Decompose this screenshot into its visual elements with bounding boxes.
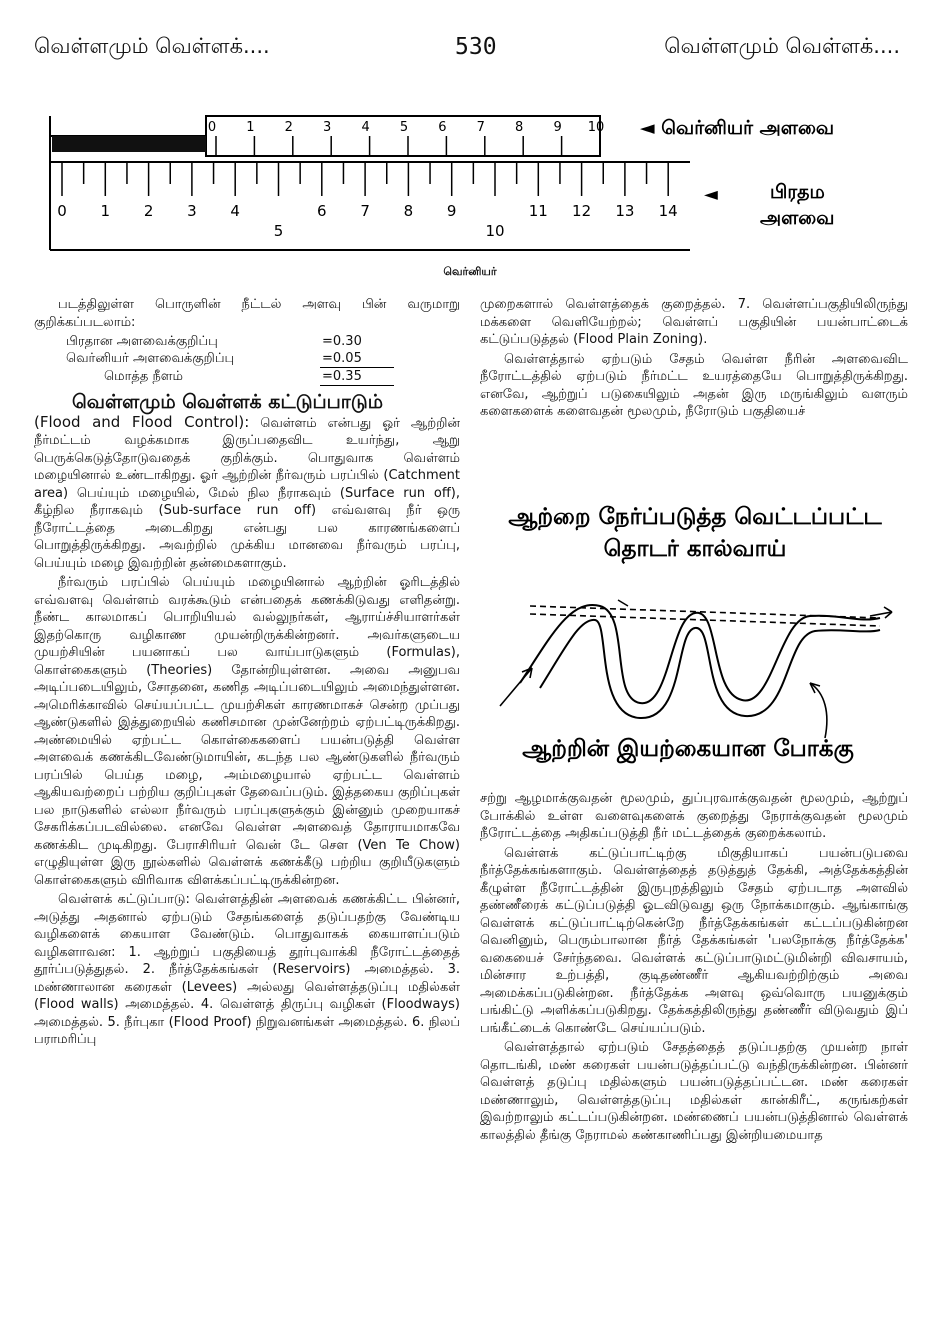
figure-caption-vernier: வெர்னியர்	[443, 265, 497, 278]
vernier-tick-label: 4	[361, 120, 370, 135]
measurement-row	[64, 350, 394, 368]
section-title: வெள்ளமும் வெள்ளக் கட்டுப்பாடும்	[72, 391, 383, 413]
main-scale-label-line1: பிரதம	[770, 181, 825, 203]
main-scale-tick-label: 11	[528, 202, 548, 220]
paragraph: வெள்ளக் கட்டுப்பாட்டிற்கு மிகுதியாகப் பயன்படுபவை நீர்த்தேக்கங்களாகும். வெள்ளத்தைத் தடுத்துத் தேக்கி, அத்தேக்கத்தின் கீழுள்ள நீரோட்டத்தின் இருபுறத்திலும் சேதம் ஏற்படாத அளவில் தண்ணீரைக் கட்டுப்படுத்தி ஓடவிடுவது ஒரு நோக்கமாகும். ஆங்காங்கு வெள்ளக் கட்டுப்பாட்டிற்கென்றே நீர்த்தேக்கங்கள் கட்டப்படுகின்றன வெனினும், பெரும்பாலான நீர்த் தேக்கங்கள் 'பலநோக்கு நீர்த்தேக்க' வகையைச் சேர்ந்தவை. வெள்ளக் கட்டுப்பாடுமட்டுமின்றி விவசாயம், மின்சார உற்பத்தி, குடிதண்ணீர் ஆகியவற்றிற்கும் அவை அமைக்கப்படுகின்றன. நீர்த்தேக்க அளவு ஒவ்வொரு பயனுக்கும் பங்கிட்டு அளிக்கப்படுகிறது. தேக்கத்திலிருந்து தண்ணீர் விடுவதும் இப் பங்கீட்டைக் கொண்டே செய்யப்படும்.	[480, 845, 908, 1036]
figure-label-cut-channel-2: தொடர் கால்வாய்	[603, 536, 787, 562]
vernier-tick-label: 3	[323, 120, 332, 135]
measurement-label: வெர்னியர் அளவைக்குறிப்பு	[66, 351, 235, 367]
main-scale-tick-label: 10	[485, 222, 505, 240]
running-head-left: வெள்ளமும் வெள்ளக்....	[34, 34, 270, 58]
vernier-tick-label: 9	[553, 120, 562, 135]
measurement-value: =0.05	[322, 351, 362, 366]
main-scale-tick-label: 12	[572, 202, 592, 220]
river-straightening-figure	[480, 488, 910, 783]
measurement-label: பிரதான அளவைக்குறிப்பு	[66, 334, 218, 349]
vernier-tick-label: 6	[438, 120, 447, 135]
paragraph: (Flood and Flood Control): வெள்ளம் என்பது ஓர் ஆற்றின் நீர்மட்டம் வழக்கமாக இருப்பதைவிட உயர்ந்து, ஆறு பெருக்கெடுத்தோடுவதைக் குறிக்கும். பொதுவாக வெள்ளம் மழையினால் உண்டாகிறது. ஓர் ஆற்றின் நீர்வரும் பரப்பில் (Catchment area) பெய்யும் மழையில், மேல் நில நீராகவும் (Surface run off), கீழ்நில நீராகவும் (Sub-surface run off) எவ்வளவு நீர் ஒரு நீரோட்டத்தை அடைகிறது என்பது பல காரணங்களைப் பொறுத்திருக்கிறது. அவற்றில் முக்கிய மானவை நீர்வரும் பரப்பு, பெய்யும் மழை இவற்றின் தன்மைகளாகும்.	[34, 412, 460, 571]
main-scale-tick-label: 13	[615, 202, 635, 220]
vernier-tick-label: 7	[476, 120, 485, 135]
main-scale-tick-label: 0	[57, 202, 67, 220]
svg-text:◄: ◄	[704, 184, 718, 205]
paragraph: சற்று ஆழமாக்குவதன் மூலமும், துப்புரவாக்குவதன் மூலமும், ஆற்றுப் போக்கில் உள்ள வளைவுகளைக் குறைத்து நேராக்குவதன் மூலமும் நீரோட்டத்தை அதிகப்படுத்தி நீர் மட்டத்தைக் குறைக்கலாம்.	[480, 791, 908, 841]
main-scale-tick-label: 2	[143, 202, 154, 220]
paragraph: வெள்ளத்தால் ஏற்படும் சேதத்தைத் தடுப்பதற்கு முயன்ற நாள் தொடங்கி, மண் கரைகள் பயன்படுத்தப்பட்டு வந்திருக்கின்றன. பின்னர் வெள்ளத் தடுப்பு மதில்களும் பயன்படுத்தப்பட்டன. மண் கரைகள் மண்ணாலும், வெள்ளத்தடுப்பு மதில்கள் கான்கிரீட், கருங்கற்கள் இவற்றாலும் கட்டப்படுகின்றன. மண்ணைப் பயன்படுத்தினால் வெள்ளக் காலத்தில் தீங்கு நேராமல் கண்காணிப்பது இன்றியமையாத	[480, 1040, 908, 1143]
paragraph: நீர்வரும் பரப்பில் பெய்யும் மழையினால் ஆற்றின் ஓரிடத்தில் எவ்வளவு வெள்ளம் வரக்கூடும் என்பதைக் கணக்கிடுவது எளிதன்று. நீண்ட காலமாகப் பொறியியல் வல்லுநர்கள், ஆராய்ச்சியாளர்கள் இதற்கொரு வழிகாண முயன்றிருக்கின்றனர். அவர்களுடைய முயற்சியின் பயனாகப் பல வாய்பாடுகளும் (Formulas), கொள்கைகளும் (Theories) தோன்றியுள்ளன. அவை அனுபவ அடிப்படையிலும், சோதனை, கணித அடிப்படையிலும் அமைந்துள்ளன. அமெரிக்காவில் செய்யப்பட்ட முயற்சிகள் காரணமாகச் சென்ற முப்பது ஆண்டுகளில் இத்துறையில் கணிசமான முன்னேற்றம் ஏற்பட்டிருக்கிறது. அண்மையில் ஏற்பட்ட கொள்கைகளைப் பயன்படுத்தி வெள்ள அளவைக் கணக்கிடவேண்டுமாயின், கடந்த பல ஆண்டுகளில் நீர்வரும் பரப்பில் பெய்த மழை, அம்மழையால் ஏற்பட்ட வெள்ளம் ஆகியவற்றைப் பற்றிய குறிப்புகள் தேவைப்படும். இத்தகைய குறிப்புகள் பல நாடுகளில் எல்லா நீர்வரும் பரப்புகளுக்கும் இன்னும் முறையாகச் சேகரிக்கப்படவில்லை. எனவே வெள்ள அளவைத் தோராயமாகவே கணக்கிட முடிகிறது. பேராசிரியர் வென் டே சௌ (Ven Te Chow) எழுதியுள்ள இரு நூல்களில் வெள்ளக் கணக்கீடு பற்றிய குறியீடுகளும் கொள்கைகளும் விரிவாக விளக்கப்பட்டிருக்கின்றன.	[34, 575, 460, 888]
vernier-tick-label: 5	[399, 120, 409, 135]
vernier-tick-label: 8	[515, 120, 524, 135]
main-scale-tick-label: 9	[446, 202, 457, 220]
measurement-table	[64, 333, 394, 386]
vernier-tick-label: 1	[246, 120, 255, 135]
main-scale-tick-label: 14	[658, 202, 678, 220]
main-scale-tick-label: 3	[187, 202, 197, 220]
main-scale-tick-label: 1	[100, 202, 111, 220]
main-scale-label-line2: அளவை	[760, 207, 835, 229]
figure-label-cut-channel: ஆற்றை நேர்ப்படுத்த வெட்டப்பட்ட	[508, 504, 882, 530]
vernier-scale-figure	[40, 100, 900, 260]
vernier-tick-label: 10	[587, 120, 605, 135]
measurement-total-row	[64, 368, 394, 386]
main-scale-tick-label: 5	[273, 222, 284, 240]
figure-label-natural-course: ஆற்றின் இயற்கையான போக்கு	[522, 736, 854, 762]
paragraph: வெள்ளக் கட்டுப்பாடு: வெள்ளத்தின் அளவைக் கணக்கிட்ட பின்னர், அடுத்து அதனால் ஏற்படும் சேதங்களைத் தடுப்பதற்கு வேண்டிய வழிகளைக் கையாள வேண்டும். பொதுவாகக் கையாளப்படும் வழிகளாவன: 1. ஆற்றுப் பகுதியைத் தூர்புவாக்கி நீரோட்டத்தைத் தூர்ப்படுத்துதல். 2. நீர்த்தேக்கங்கள் (Reservoirs) அமைத்தல். 3. மண்ணாலான கரைகள் (Levees) அல்லது வெள்ளத்தடுப்பு மதில்கள் (Flood walls) அமைத்தல். 4. வெள்ளத் திருப்பு வழிகள் (Floodways) அமைத்தல். 5. நீர்புகா (Flood Proof) நிறுவனங்கள் அமைத்தல். 6. நிலப் பராமரிப்பு	[34, 892, 460, 1047]
vernier-tick-label: 0	[207, 120, 217, 135]
page-number: 530	[455, 34, 497, 60]
total-value: =0.35	[322, 369, 362, 384]
running-head-right: வெள்ளமும் வெள்ளக்....	[664, 34, 900, 58]
main-scale-tick-label: 6	[317, 202, 327, 220]
right-column-top	[480, 296, 908, 423]
measurement-row	[64, 333, 394, 350]
measurement-value: =0.30	[322, 334, 362, 349]
main-scale-tick-label: 4	[230, 202, 240, 220]
vernier-scale-label: ◄ வெர்னியர் அளவை	[640, 117, 835, 139]
main-scale-tick-label: 7	[360, 202, 370, 220]
paragraph: வெள்ளத்தால் ஏற்படும் சேதம் வெள்ள நீரின் அளவைவிட நீரோட்டத்தில் ஏற்படும் நீர்மட்ட உயரத்தையே பொறுத்திருக்கிறது. எனவே, ஆற்றுப் படுகையிலும் அதன் இரு மருங்கிலும் வளரும் களைகளைக் களைவதன் மூலமும், நீரோடும் பகுதியைச்	[480, 351, 908, 419]
paragraph: முறைகளால் வெள்ளத்தைக் குறைத்தல். 7. வெள்ளப்பகுதியிலிருந்து மக்களை வெளியேற்றல்; வெள்ளப் பகுதியின் பயன்பாட்டைக் கட்டுப்படுத்தல் (Flood Plain Zoning).	[480, 297, 908, 347]
main-scale-tick-label: 8	[403, 202, 414, 220]
left-column	[34, 296, 460, 1051]
right-column-bottom	[480, 790, 908, 1146]
measurement-intro: படத்திலுள்ள பொருளின் நீட்டல் அளவு பின் வருமாறு குறிக்கப்படலாம்:	[34, 297, 460, 330]
vernier-tick-label: 2	[284, 120, 293, 135]
section-title-english: (Flood and Flood Control):	[34, 412, 250, 431]
total-label: மொத்த நீளம்	[104, 369, 183, 385]
